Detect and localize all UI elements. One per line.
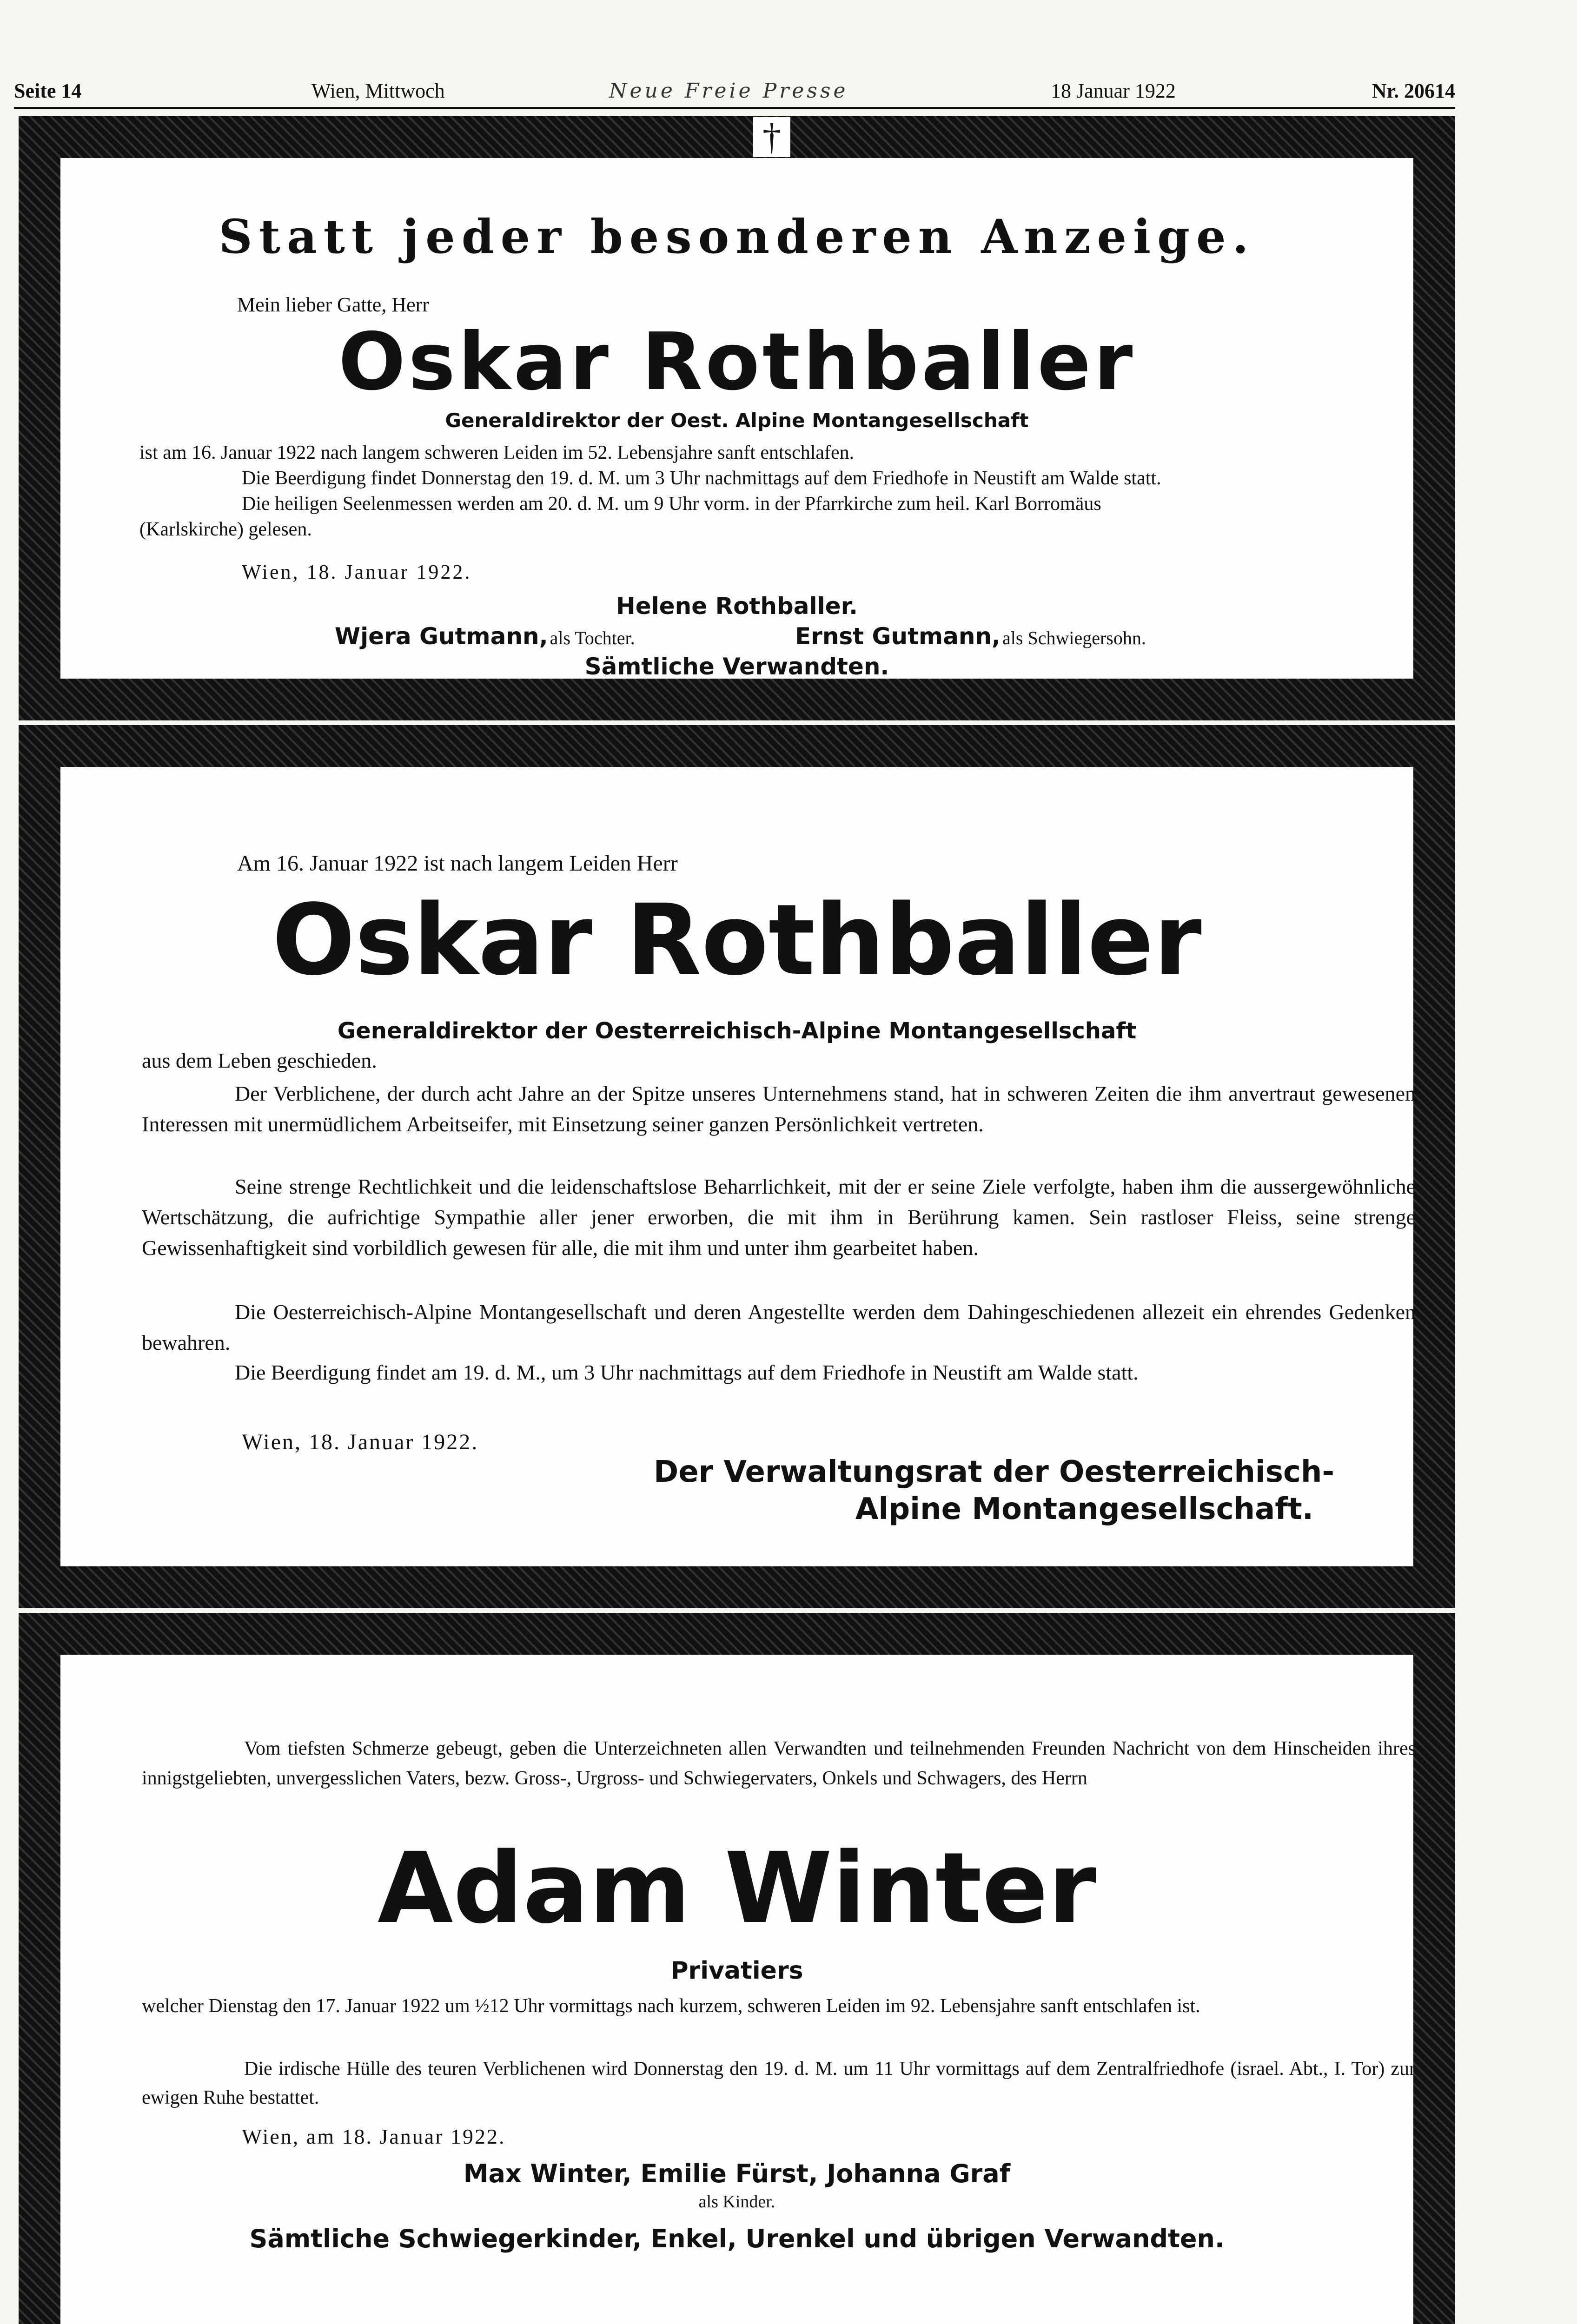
page-number: Seite 14 xyxy=(14,79,82,102)
obituary-notice-winter xyxy=(19,1613,1455,2324)
cross-icon: † xyxy=(753,117,790,157)
signatory-children-role: als Kinder. xyxy=(698,2192,775,2212)
notice-intro: Mein lieber Gatte, Herr xyxy=(237,293,429,316)
deceased-title: Generaldirektor der Oest. Alpine Montangesellschaft xyxy=(445,409,1029,432)
paragraph-3: Die Oesterreichisch-Alpine Montangesellschaft und deren Angestellte werden dem Dahingeschiedenen allezeit ein ehrendes Gedenken bewahren. xyxy=(142,1300,1416,1354)
newspaper-name: Neue Freie Presse xyxy=(609,79,848,103)
paragraph-4: Die Beerdigung findet am 19. d. M., um 3 Uhr nachmittags auf dem Friedhofe in Neustift am Walde statt. xyxy=(235,1360,1139,1384)
obituary-notice-family xyxy=(19,116,1455,720)
notice-intro: Vom tiefsten Schmerze gebeugt, geben die Unterzeichneten allen Verwandten und teilnehmenden Freunden Nachricht von dem Hinscheiden ihres innigstgeliebten, unvergesslichen Vaters, bezw. Gross-, Urgross- und Schwiegervaters, Onkels und Schwagers, des Herrn xyxy=(142,1738,1416,1789)
issue-date: 18 Januar 1922 xyxy=(1051,79,1176,102)
deceased-name: Oskar Rothballer xyxy=(272,883,1202,997)
paragraph-1: welcher Dienstag den 17. Januar 1922 um ½12 Uhr vormittags nach kurzem, schweren Leiden im 92. Lebensjahre sanft entschlafen ist. xyxy=(142,1995,1200,2017)
notice-line-2: Die Beerdigung findet Donnerstag den 19. d. M. um 3 Uhr nachmittags auf dem Friedhofe in Neustift am Walde statt. xyxy=(242,468,1161,489)
notice-line-1: ist am 16. Januar 1922 nach langem schweren Leiden im 52. Lebensjahre sanft entschlafen. xyxy=(139,442,855,463)
obituary-notice-company xyxy=(19,725,1455,1608)
place-weekday: Wien, Mittwoch xyxy=(311,79,445,102)
company-signature-line-2: Alpine Montangesellschaft. xyxy=(855,1492,1313,1526)
masthead xyxy=(14,79,1455,109)
notice-dateline: Wien, am 18. Januar 1922. xyxy=(242,2125,506,2148)
signatory-widow: Helene Rothballer. xyxy=(616,593,858,620)
notice-heading: Statt jeder besonderen Anzeige. xyxy=(219,209,1255,264)
notice-line-3: Die heiligen Seelenmessen werden am 20. d. M. um 9 Uhr vorm. in der Pfarrkirche zum heil. Karl Borromäus xyxy=(242,493,1101,515)
signatory-relatives: Sämtliche Schwiegerkinder, Enkel, Urenkel und übrigen Verwandten. xyxy=(249,2224,1225,2253)
notice-intro: Am 16. Januar 1922 ist nach langem Leiden Herr xyxy=(237,851,678,876)
signatory-children: Max Winter, Emilie Fürst, Johanna Graf xyxy=(463,2159,1011,2188)
notice-dateline: Wien, 18. Januar 1922. xyxy=(242,1430,479,1454)
notice-line-4: (Karlskirche) gelesen. xyxy=(139,519,312,540)
paragraph-0: aus dem Leben geschieden. xyxy=(142,1049,377,1072)
signatory-relatives: Sämtliche Verwandten. xyxy=(584,653,889,680)
paragraph-2: Seine strenge Rechtlichkeit und die leidenschaftslose Beharrlichkeit, mit der er seine Ziele verfolgte, haben ihm die aussergewöhnliche Wertschätzung, die aufrichtige Sympathie aller jener erworben, die mit ihm in Berührung kamen. Sein rastloser Fleiss, seine strenge Gewissenhaftigkeit sind vorbildlich gewesen für alle, die mit ihm und unter ihm gearbeitet haben. xyxy=(142,1175,1416,1260)
deceased-title: Generaldirektor der Oesterreichisch-Alpine Montangesellschaft xyxy=(337,1018,1137,1044)
notice-dateline: Wien, 18. Januar 1922. xyxy=(242,561,472,583)
deceased-title: Privatiers xyxy=(670,1957,803,1985)
signatory-son-in-law: Ernst Gutmann, als Schwiegersohn. xyxy=(795,623,1146,650)
deceased-name: Oskar Rothballer xyxy=(338,316,1136,408)
issue-number: Nr. 20614 xyxy=(1372,79,1455,102)
signatory-daughter: Wjera Gutmann, als Tochter. xyxy=(335,623,635,650)
paragraph-1: Der Verblichene, der durch acht Jahre an der Spitze unseres Unternehmens stand, hat in schweren Zeiten die ihm anvertraut gewesenen Interessen mit unermüdlichem Arbeitseifer, mit Einsetzung seiner ganzen Persönlichkeit vertreten. xyxy=(142,1082,1416,1136)
deceased-name: Adam Winter xyxy=(378,1831,1096,1945)
company-signature-line-1: Der Verwaltungsrat der Oesterreichisch- xyxy=(654,1455,1334,1489)
paragraph-2: Die irdische Hülle des teuren Verblichenen wird Donnerstag den 19. d. M. um 11 Uhr vormittags auf dem Zentralfriedhofe (israel. Abt., I. Tor) zur ewigen Ruhe bestattet. xyxy=(142,2058,1416,2108)
